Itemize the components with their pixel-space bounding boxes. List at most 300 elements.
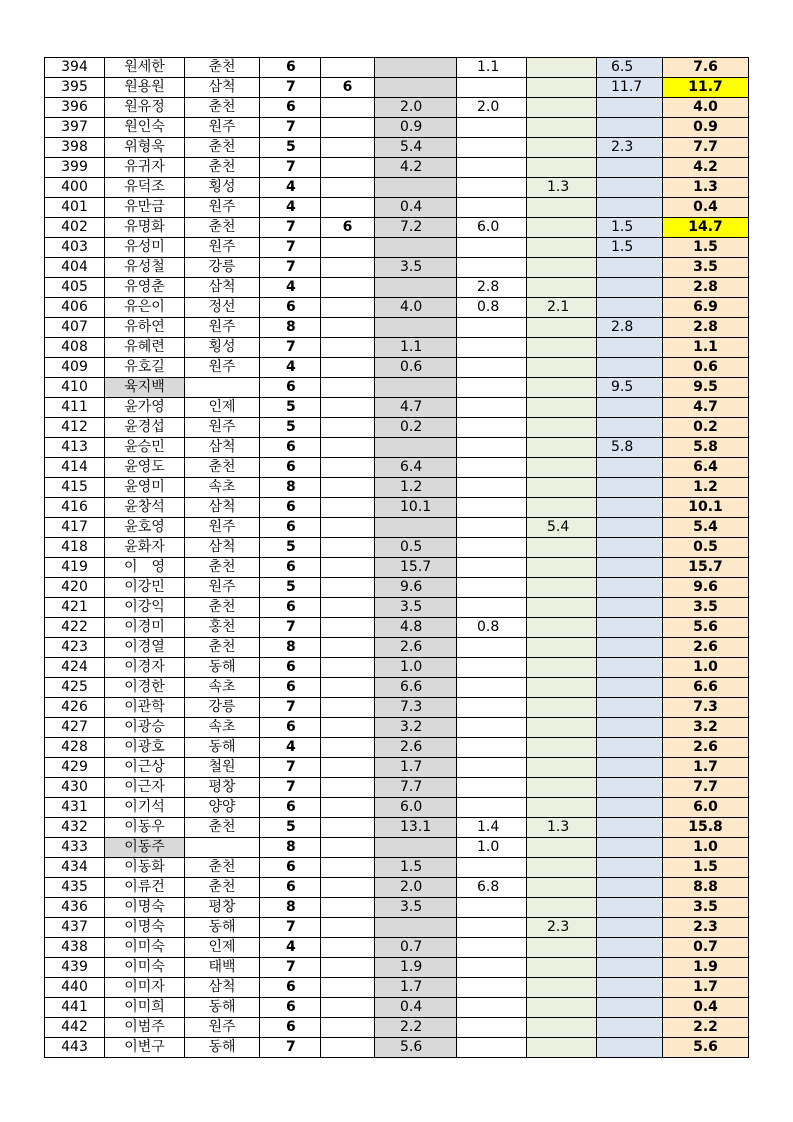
- table-row: [45, 478, 749, 498]
- name-cell: 이동주: [105, 838, 185, 858]
- name-cell: 이범주: [105, 1018, 185, 1038]
- value-c-cell: [527, 258, 597, 278]
- row-number-cell: 405: [45, 278, 105, 298]
- grade-cell: 6: [260, 58, 321, 78]
- table-row: [45, 698, 749, 718]
- value-a-cell: 0.6: [375, 358, 457, 378]
- value-d-cell: 11.7: [597, 78, 663, 98]
- grade-cell: 6: [260, 298, 321, 318]
- value-b-cell: [457, 398, 527, 418]
- value-d-cell: [597, 978, 663, 998]
- value-c-cell: [527, 398, 597, 418]
- name-cell: 이관학: [105, 698, 185, 718]
- region-cell: 춘천: [185, 218, 260, 238]
- extra-cell: [321, 498, 375, 518]
- value-a-cell: 7.7: [375, 778, 457, 798]
- value-b-cell: [457, 718, 527, 738]
- grade-cell: 7: [260, 238, 321, 258]
- region-cell: 동해: [185, 918, 260, 938]
- total-cell: 9.5: [663, 378, 749, 398]
- grade-cell: 5: [260, 538, 321, 558]
- region-cell: 철원: [185, 758, 260, 778]
- table-row: [45, 578, 749, 598]
- name-cell: 이근자: [105, 778, 185, 798]
- table-row: [45, 1038, 749, 1058]
- name-cell: 유호길: [105, 358, 185, 378]
- value-d-cell: 6.5: [597, 58, 663, 78]
- value-b-cell: [457, 798, 527, 818]
- row-number-cell: 402: [45, 218, 105, 238]
- total-cell: 1.0: [663, 658, 749, 678]
- region-cell: 춘천: [185, 558, 260, 578]
- grade-cell: 7: [260, 758, 321, 778]
- grade-cell: 6: [260, 438, 321, 458]
- value-c-cell: [527, 418, 597, 438]
- extra-cell: [321, 818, 375, 838]
- table-row: [45, 918, 749, 938]
- value-b-cell: [457, 138, 527, 158]
- value-a-cell: 3.5: [375, 258, 457, 278]
- row-number-cell: 423: [45, 638, 105, 658]
- row-number-cell: 435: [45, 878, 105, 898]
- value-b-cell: [457, 1038, 527, 1058]
- value-a-cell: 3.5: [375, 898, 457, 918]
- value-b-cell: [457, 778, 527, 798]
- row-number-cell: 427: [45, 718, 105, 738]
- value-c-cell: [527, 758, 597, 778]
- total-cell: 6.6: [663, 678, 749, 698]
- extra-cell: [321, 878, 375, 898]
- row-number-cell: 414: [45, 458, 105, 478]
- region-cell: 원주: [185, 578, 260, 598]
- extra-cell: [321, 838, 375, 858]
- value-d-cell: [597, 558, 663, 578]
- grade-cell: 5: [260, 818, 321, 838]
- grade-cell: 7: [260, 158, 321, 178]
- value-b-cell: 1.1: [457, 58, 527, 78]
- row-number-cell: 395: [45, 78, 105, 98]
- table-row: [45, 298, 749, 318]
- value-c-cell: [527, 198, 597, 218]
- value-b-cell: [457, 358, 527, 378]
- total-cell: 3.5: [663, 258, 749, 278]
- extra-cell: [321, 858, 375, 878]
- region-cell: 삼척: [185, 978, 260, 998]
- value-a-cell: 1.1: [375, 338, 457, 358]
- grade-cell: 7: [260, 218, 321, 238]
- region-cell: 평창: [185, 778, 260, 798]
- total-cell: 1.7: [663, 978, 749, 998]
- name-cell: 이경자: [105, 658, 185, 678]
- value-b-cell: [457, 938, 527, 958]
- extra-cell: [321, 698, 375, 718]
- value-c-cell: [527, 698, 597, 718]
- value-c-cell: [527, 838, 597, 858]
- value-d-cell: [597, 178, 663, 198]
- value-a-cell: [375, 318, 457, 338]
- row-number-cell: 441: [45, 998, 105, 1018]
- row-number-cell: 397: [45, 118, 105, 138]
- region-cell: 동해: [185, 1038, 260, 1058]
- value-b-cell: [457, 338, 527, 358]
- name-cell: 이명숙: [105, 898, 185, 918]
- value-d-cell: [597, 598, 663, 618]
- total-cell: 2.6: [663, 738, 749, 758]
- region-cell: 원주: [185, 198, 260, 218]
- total-cell: 7.7: [663, 138, 749, 158]
- name-cell: 유영춘: [105, 278, 185, 298]
- total-cell: 7.6: [663, 58, 749, 78]
- value-b-cell: [457, 918, 527, 938]
- value-b-cell: [457, 458, 527, 478]
- value-c-cell: [527, 1038, 597, 1058]
- table-row: [45, 98, 749, 118]
- row-number-cell: 404: [45, 258, 105, 278]
- grade-cell: 8: [260, 838, 321, 858]
- value-a-cell: 2.0: [375, 878, 457, 898]
- table-row: [45, 838, 749, 858]
- value-b-cell: [457, 998, 527, 1018]
- name-cell: 이 영: [105, 558, 185, 578]
- region-cell: 속초: [185, 718, 260, 738]
- total-cell: 0.4: [663, 198, 749, 218]
- name-cell: 이동화: [105, 858, 185, 878]
- total-cell: 2.6: [663, 638, 749, 658]
- grade-cell: 7: [260, 338, 321, 358]
- region-cell: 춘천: [185, 818, 260, 838]
- extra-cell: [321, 558, 375, 578]
- value-a-cell: 2.0: [375, 98, 457, 118]
- extra-cell: [321, 338, 375, 358]
- table-row: [45, 398, 749, 418]
- value-d-cell: [597, 918, 663, 938]
- value-b-cell: [457, 658, 527, 678]
- name-cell: 윤승민: [105, 438, 185, 458]
- value-a-cell: 0.5: [375, 538, 457, 558]
- value-b-cell: [457, 258, 527, 278]
- table-row: [45, 498, 749, 518]
- value-c-cell: [527, 778, 597, 798]
- total-cell: 10.1: [663, 498, 749, 518]
- region-cell: 횡성: [185, 178, 260, 198]
- region-cell: 동해: [185, 658, 260, 678]
- name-cell: 이미자: [105, 978, 185, 998]
- row-number-cell: 398: [45, 138, 105, 158]
- row-number-cell: 419: [45, 558, 105, 578]
- value-c-cell: [527, 898, 597, 918]
- value-a-cell: [375, 518, 457, 538]
- grade-cell: 6: [260, 718, 321, 738]
- value-d-cell: [597, 818, 663, 838]
- value-d-cell: [597, 838, 663, 858]
- table-row: [45, 978, 749, 998]
- row-number-cell: 417: [45, 518, 105, 538]
- total-cell: 5.6: [663, 618, 749, 638]
- value-d-cell: [597, 478, 663, 498]
- region-cell: 태백: [185, 958, 260, 978]
- value-c-cell: [527, 598, 597, 618]
- table-row: [45, 778, 749, 798]
- row-number-cell: 430: [45, 778, 105, 798]
- name-cell: 윤호영: [105, 518, 185, 538]
- table-row: [45, 198, 749, 218]
- grade-cell: 6: [260, 498, 321, 518]
- table-row: [45, 938, 749, 958]
- region-cell: 춘천: [185, 858, 260, 878]
- total-cell: 2.2: [663, 1018, 749, 1038]
- region-cell: 삼척: [185, 498, 260, 518]
- extra-cell: [321, 918, 375, 938]
- row-number-cell: 428: [45, 738, 105, 758]
- region-cell: 인제: [185, 398, 260, 418]
- value-a-cell: 6.4: [375, 458, 457, 478]
- value-a-cell: 7.2: [375, 218, 457, 238]
- table-row: [45, 438, 749, 458]
- value-b-cell: [457, 598, 527, 618]
- row-number-cell: 436: [45, 898, 105, 918]
- table-row: [45, 958, 749, 978]
- region-cell: [185, 378, 260, 398]
- name-cell: 이경열: [105, 638, 185, 658]
- value-c-cell: [527, 138, 597, 158]
- extra-cell: [321, 298, 375, 318]
- value-c-cell: [527, 1018, 597, 1038]
- value-a-cell: 3.5: [375, 598, 457, 618]
- total-cell: 6.9: [663, 298, 749, 318]
- value-d-cell: [597, 998, 663, 1018]
- grade-cell: 6: [260, 378, 321, 398]
- row-number-cell: 406: [45, 298, 105, 318]
- region-cell: 춘천: [185, 878, 260, 898]
- table-row: [45, 598, 749, 618]
- extra-cell: 6: [321, 78, 375, 98]
- value-d-cell: [597, 258, 663, 278]
- value-c-cell: [527, 638, 597, 658]
- value-c-cell: [527, 858, 597, 878]
- value-b-cell: [457, 318, 527, 338]
- value-b-cell: [457, 378, 527, 398]
- value-a-cell: 4.2: [375, 158, 457, 178]
- value-d-cell: 9.5: [597, 378, 663, 398]
- grade-cell: 7: [260, 78, 321, 98]
- value-b-cell: 1.0: [457, 838, 527, 858]
- name-cell: 유덕조: [105, 178, 185, 198]
- value-b-cell: [457, 178, 527, 198]
- name-cell: 이광호: [105, 738, 185, 758]
- value-d-cell: [597, 658, 663, 678]
- value-d-cell: [597, 618, 663, 638]
- extra-cell: [321, 1038, 375, 1058]
- extra-cell: [321, 798, 375, 818]
- total-cell: 3.2: [663, 718, 749, 738]
- extra-cell: [321, 898, 375, 918]
- value-a-cell: 6.6: [375, 678, 457, 698]
- grade-cell: 7: [260, 258, 321, 278]
- table-row: [45, 678, 749, 698]
- name-cell: 유성철: [105, 258, 185, 278]
- extra-cell: [321, 718, 375, 738]
- value-c-cell: [527, 118, 597, 138]
- extra-cell: [321, 678, 375, 698]
- table-row: [45, 338, 749, 358]
- table-row: [45, 458, 749, 478]
- value-b-cell: [457, 78, 527, 98]
- grade-cell: 7: [260, 958, 321, 978]
- total-cell: 15.7: [663, 558, 749, 578]
- extra-cell: [321, 438, 375, 458]
- total-cell: 0.2: [663, 418, 749, 438]
- grade-cell: 6: [260, 98, 321, 118]
- region-cell: 삼척: [185, 438, 260, 458]
- value-b-cell: [457, 958, 527, 978]
- value-c-cell: [527, 978, 597, 998]
- row-number-cell: 409: [45, 358, 105, 378]
- row-number-cell: 420: [45, 578, 105, 598]
- value-b-cell: 0.8: [457, 298, 527, 318]
- table-row: [45, 138, 749, 158]
- table-row: [45, 278, 749, 298]
- grade-cell: 8: [260, 318, 321, 338]
- value-d-cell: [597, 938, 663, 958]
- row-number-cell: 424: [45, 658, 105, 678]
- extra-cell: [321, 278, 375, 298]
- value-c-cell: [527, 238, 597, 258]
- value-b-cell: [457, 518, 527, 538]
- region-cell: 춘천: [185, 138, 260, 158]
- region-cell: 속초: [185, 478, 260, 498]
- value-d-cell: [597, 118, 663, 138]
- region-cell: 원주: [185, 518, 260, 538]
- value-d-cell: 1.5: [597, 238, 663, 258]
- value-b-cell: [457, 238, 527, 258]
- region-cell: 삼척: [185, 538, 260, 558]
- extra-cell: [321, 578, 375, 598]
- table-row: [45, 1018, 749, 1038]
- region-cell: 원주: [185, 118, 260, 138]
- total-cell: 8.8: [663, 878, 749, 898]
- extra-cell: [321, 118, 375, 138]
- total-cell: 1.1: [663, 338, 749, 358]
- table-row: [45, 378, 749, 398]
- grade-cell: 7: [260, 698, 321, 718]
- extra-cell: [321, 658, 375, 678]
- value-a-cell: [375, 378, 457, 398]
- extra-cell: [321, 638, 375, 658]
- row-number-cell: 429: [45, 758, 105, 778]
- value-d-cell: 5.8: [597, 438, 663, 458]
- region-cell: 삼척: [185, 78, 260, 98]
- total-cell: 1.9: [663, 958, 749, 978]
- total-cell: 7.7: [663, 778, 749, 798]
- value-b-cell: [457, 158, 527, 178]
- value-b-cell: [457, 118, 527, 138]
- grade-cell: 7: [260, 618, 321, 638]
- row-number-cell: 410: [45, 378, 105, 398]
- grade-cell: 7: [260, 118, 321, 138]
- name-cell: 이경한: [105, 678, 185, 698]
- row-number-cell: 439: [45, 958, 105, 978]
- grade-cell: 6: [260, 1018, 321, 1038]
- region-cell: 강릉: [185, 258, 260, 278]
- value-c-cell: [527, 358, 597, 378]
- region-cell: [185, 838, 260, 858]
- total-cell: 14.7: [663, 218, 749, 238]
- value-a-cell: [375, 78, 457, 98]
- total-cell: 6.4: [663, 458, 749, 478]
- value-d-cell: [597, 758, 663, 778]
- table-row: [45, 78, 749, 98]
- value-d-cell: [597, 698, 663, 718]
- grade-cell: 7: [260, 1038, 321, 1058]
- value-c-cell: [527, 318, 597, 338]
- total-cell: 7.3: [663, 698, 749, 718]
- value-d-cell: [597, 358, 663, 378]
- value-c-cell: [527, 218, 597, 238]
- extra-cell: [321, 418, 375, 438]
- value-a-cell: 2.6: [375, 738, 457, 758]
- extra-cell: [321, 138, 375, 158]
- table-row: [45, 58, 749, 78]
- value-c-cell: 2.1: [527, 298, 597, 318]
- extra-cell: [321, 598, 375, 618]
- name-cell: 이기석: [105, 798, 185, 818]
- extra-cell: [321, 58, 375, 78]
- value-c-cell: 2.3: [527, 918, 597, 938]
- extra-cell: 6: [321, 218, 375, 238]
- row-number-cell: 433: [45, 838, 105, 858]
- grade-cell: 8: [260, 638, 321, 658]
- value-c-cell: [527, 618, 597, 638]
- extra-cell: [321, 318, 375, 338]
- value-d-cell: [597, 1018, 663, 1038]
- table-row: [45, 758, 749, 778]
- value-d-cell: 1.5: [597, 218, 663, 238]
- data-table: [44, 57, 749, 1058]
- row-number-cell: 421: [45, 598, 105, 618]
- value-a-cell: [375, 178, 457, 198]
- table-row: [45, 878, 749, 898]
- extra-cell: [321, 358, 375, 378]
- total-cell: 5.6: [663, 1038, 749, 1058]
- region-cell: 춘천: [185, 458, 260, 478]
- value-d-cell: [597, 338, 663, 358]
- value-d-cell: [597, 778, 663, 798]
- value-b-cell: [457, 538, 527, 558]
- value-d-cell: [597, 98, 663, 118]
- value-a-cell: 6.0: [375, 798, 457, 818]
- name-cell: 이미희: [105, 998, 185, 1018]
- grade-cell: 6: [260, 458, 321, 478]
- value-c-cell: [527, 958, 597, 978]
- value-b-cell: [457, 638, 527, 658]
- value-a-cell: 15.7: [375, 558, 457, 578]
- value-c-cell: [527, 98, 597, 118]
- value-a-cell: 3.2: [375, 718, 457, 738]
- value-d-cell: 2.8: [597, 318, 663, 338]
- extra-cell: [321, 478, 375, 498]
- name-cell: 육지백: [105, 378, 185, 398]
- value-d-cell: [597, 678, 663, 698]
- value-c-cell: 1.3: [527, 178, 597, 198]
- value-a-cell: 10.1: [375, 498, 457, 518]
- value-c-cell: [527, 78, 597, 98]
- value-b-cell: [457, 478, 527, 498]
- grade-cell: 6: [260, 978, 321, 998]
- value-c-cell: [527, 58, 597, 78]
- value-a-cell: 4.7: [375, 398, 457, 418]
- value-a-cell: [375, 918, 457, 938]
- value-a-cell: 4.8: [375, 618, 457, 638]
